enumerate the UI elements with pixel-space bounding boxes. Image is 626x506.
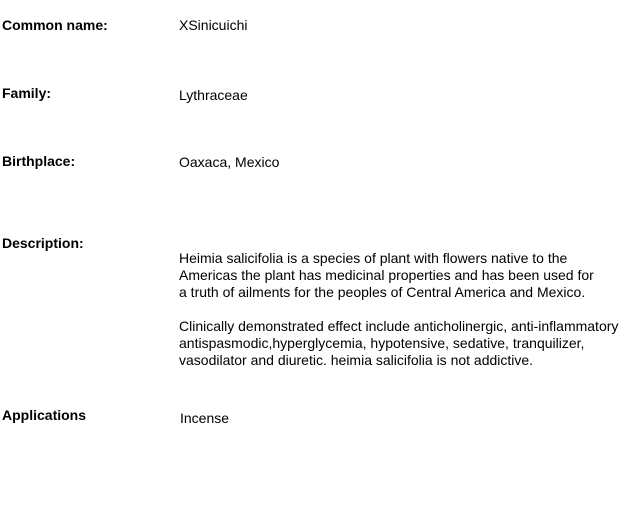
description-line: a truth of ailments for the peoples of Central America and Mexico. <box>179 284 586 300</box>
family-value: Lythraceae <box>179 87 248 103</box>
common-name-label: Common name: <box>2 17 108 33</box>
birthplace-label: Birthplace: <box>2 153 76 169</box>
description-line: Americas the plant has medicinal properties and has been used for <box>179 267 594 283</box>
description-paragraph-1 <box>179 250 594 301</box>
description-line: Clinically demonstrated effect include anticholinergic, anti-inflammatory <box>179 318 619 334</box>
description-line: antispasmodic,hyperglycemia, hypotensive, sedative, tranquilizer, <box>179 335 585 351</box>
applications-value: Incense <box>180 410 230 426</box>
description-line: vasodilator and diuretic. heimia salicifolia is not addictive. <box>179 352 534 368</box>
description-label: Description: <box>2 235 84 251</box>
applications-label: Applications <box>2 407 87 423</box>
description-paragraph-2 <box>179 318 618 369</box>
description-line: Heimia salicifolia is a species of plant with flowers native to the <box>179 250 568 266</box>
family-label: Family: <box>2 85 52 101</box>
birthplace-value: Oaxaca, Mexico <box>179 154 280 170</box>
common-name-value: XSinicuichi <box>179 17 248 33</box>
